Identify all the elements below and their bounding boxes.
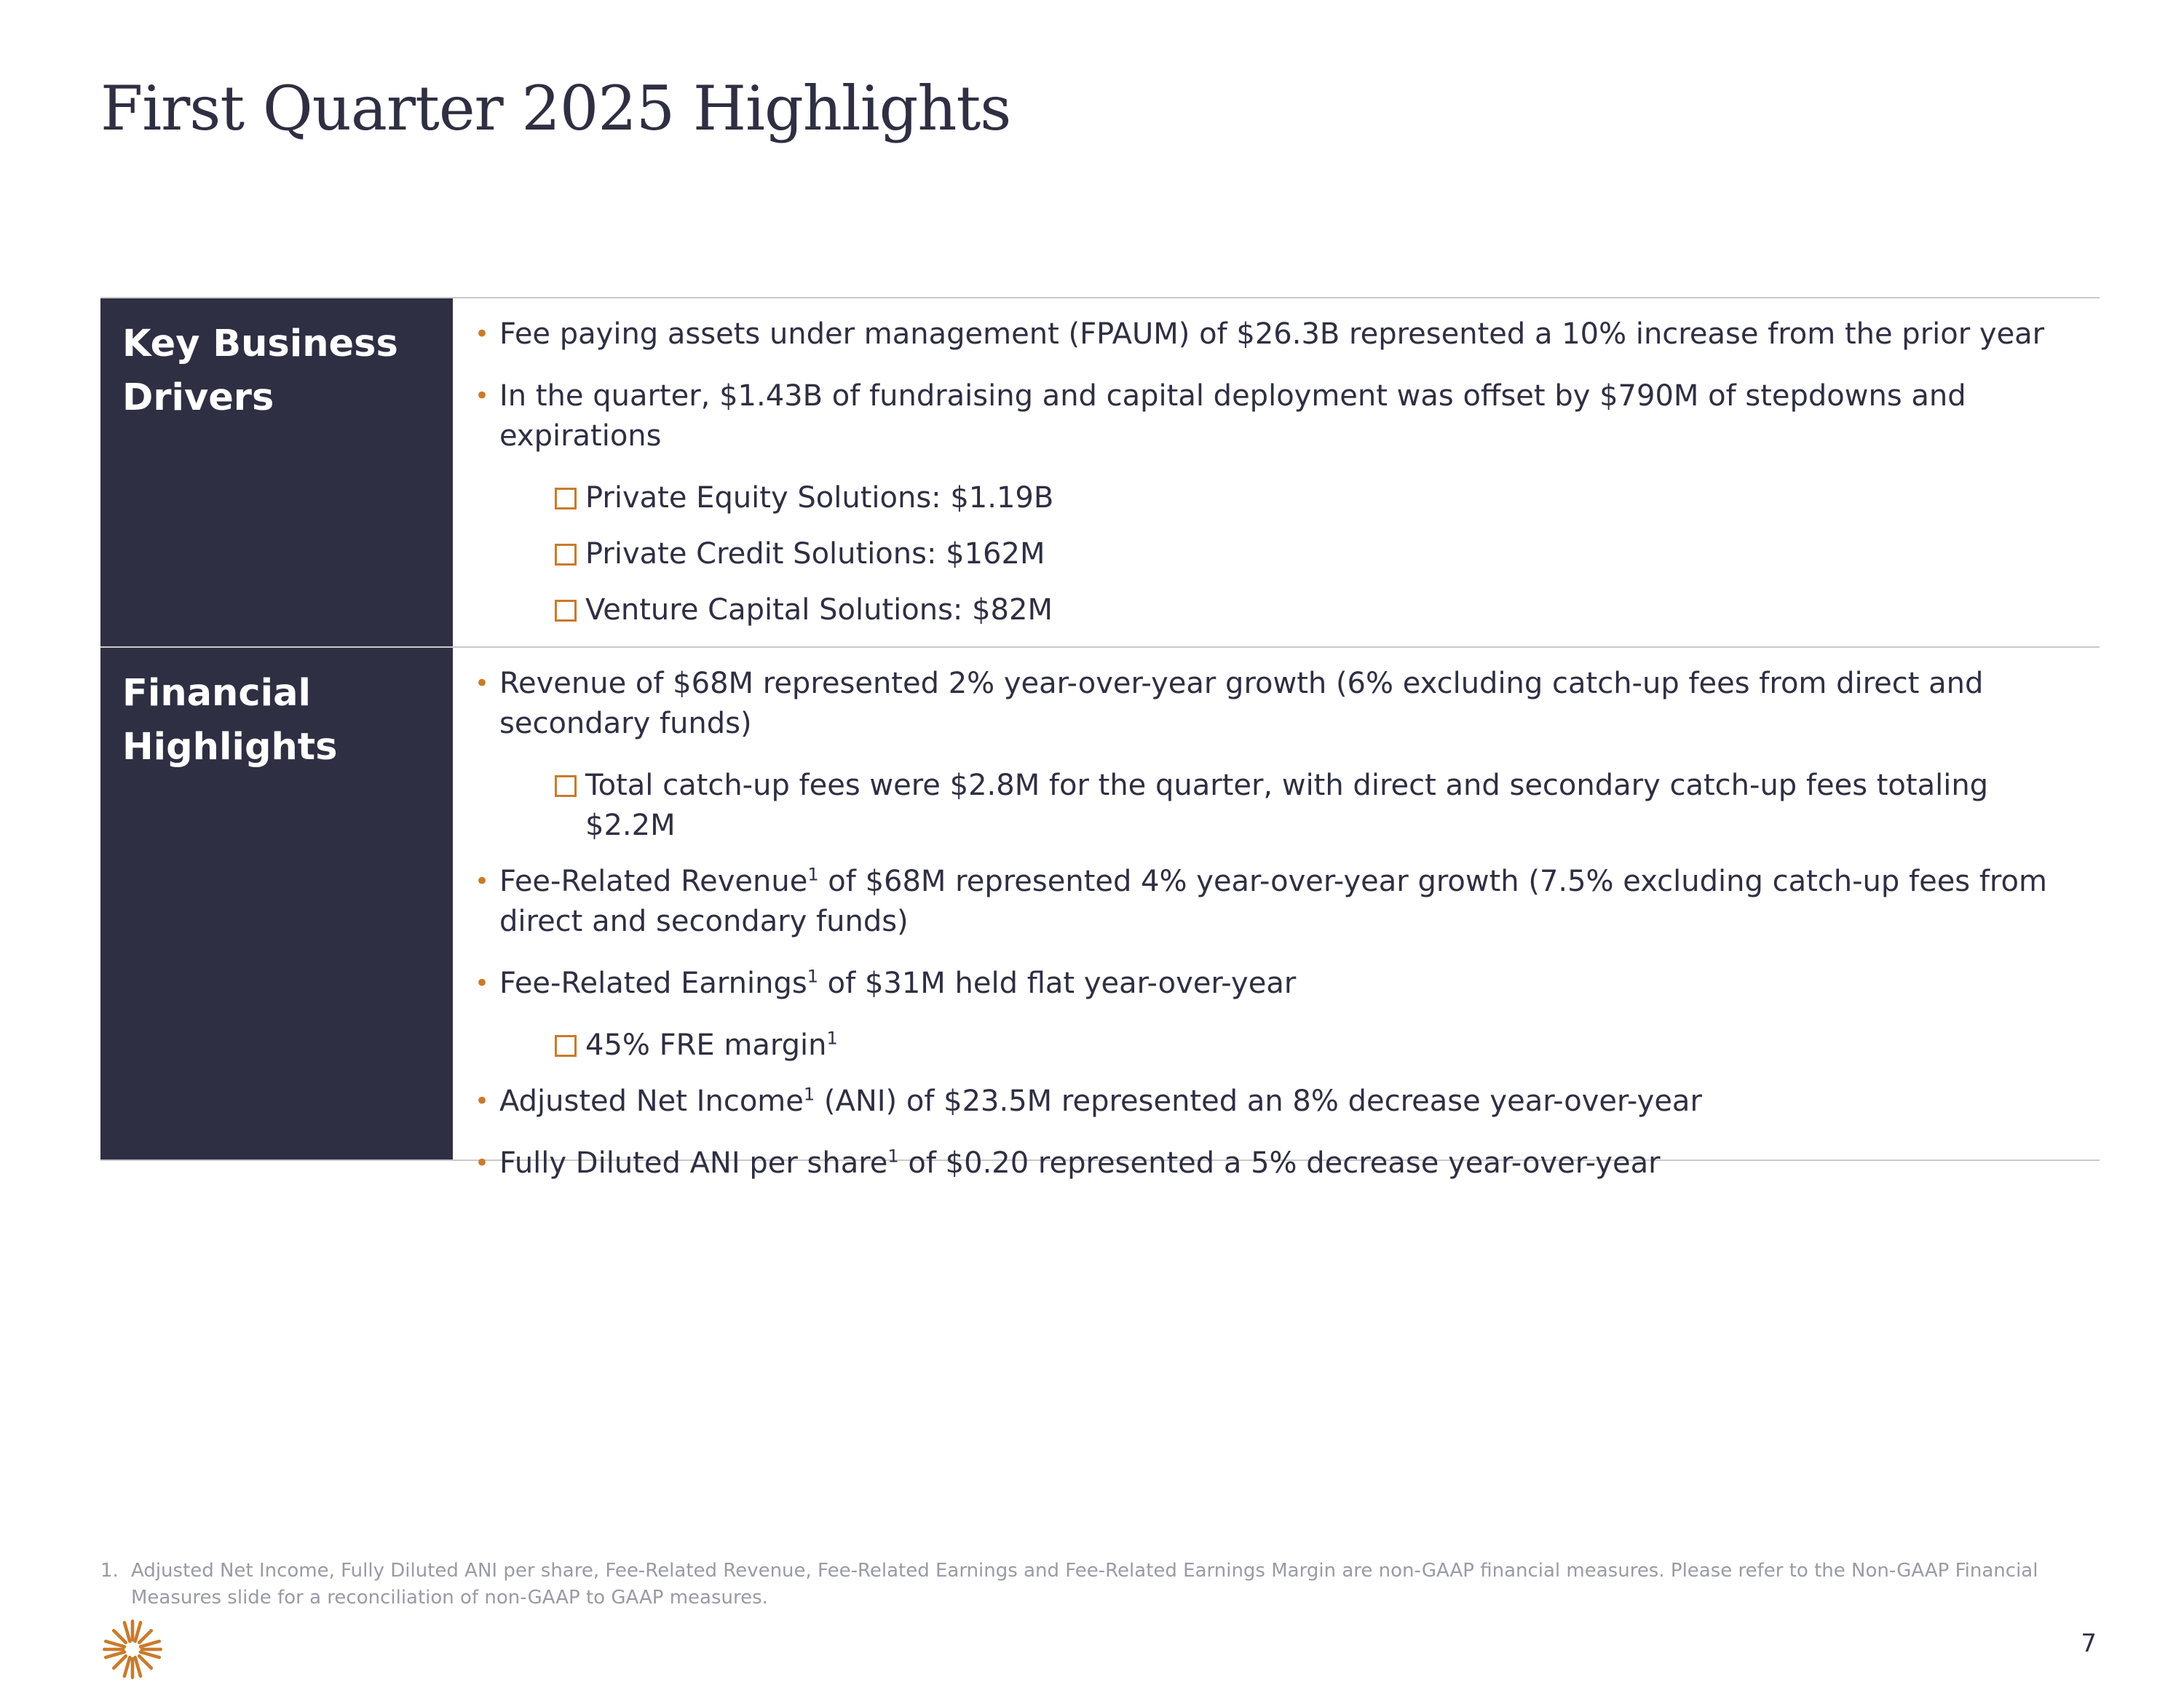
footnote-number: 1.	[100, 1560, 119, 1582]
square-bullet-icon	[555, 775, 577, 797]
square-bullet-icon	[555, 1035, 577, 1057]
list-item: • Fully Diluted ANI per share$^1$ of $0.20 represented a 5% decrease year-over-year	[499, 1143, 2085, 1184]
footnote-text: Adjusted Net Income, Fully Diluted ANI per share, Fee-Related Revenue, Fee-Related Earnings and Fee-Related Earnings Margin are non-GAAP financial measures. Please refer to the Non-GAAP Financial Measures slide for a reconciliation of non-GAAP to GAAP measures.	[131, 1560, 2038, 1609]
footnote-marker: 1	[807, 864, 819, 885]
sub-list-item: Total catch-up fees were $2.8M for the quarter, with direct and secondary catch-up fees totaling $2.2M	[553, 766, 2085, 846]
sub-list-item: Private Credit Solutions: $162M	[553, 534, 2085, 574]
list-item: • In the quarter, $1.43B of fundraising and capital deployment was offset by $790M of stepdowns and expirations	[499, 376, 2085, 456]
square-bullet-icon	[555, 488, 577, 510]
section-content	[453, 298, 2100, 646]
list-item: • Adjusted Net Income$^1$ (ANI) of $23.5M represented an 8% decrease year-over-year	[499, 1082, 2085, 1122]
section-content	[453, 648, 2100, 1180]
square-bullet-icon	[555, 600, 577, 622]
key-business-drivers-row	[100, 297, 2100, 646]
section-header	[100, 648, 453, 1159]
list-item: • Fee-Related Revenue$^1$ of $68M represented 4% year-over-year growth (7.5% excluding catch-up fees from direct and secondary funds)	[499, 862, 2085, 942]
list-item: • Fee paying assets under management (FPAUM) of $26.3B represented a 10% increase from the prior year	[499, 314, 2085, 354]
list-item: • Fee-Related Earnings$^1$ of $31M held flat year-over-year	[499, 964, 2085, 1004]
bullet-dot-icon: •	[475, 320, 490, 349]
sub-list-item: Private Equity Solutions: $1.19B	[553, 478, 2085, 518]
footnote-marker: 1	[826, 1028, 838, 1049]
sub-list-item: 45% FRE margin$^1$	[553, 1026, 2085, 1066]
starburst-logo-icon	[99, 1616, 166, 1683]
bullet-dot-icon: •	[475, 1149, 490, 1178]
highlights-table	[100, 297, 2100, 1180]
sub-list-item: Venture Capital Solutions: $82M	[553, 590, 2085, 630]
bullet-dot-icon: •	[475, 1087, 490, 1116]
footnote	[100, 1558, 2102, 1611]
section-header	[100, 298, 453, 646]
footnote-marker: 1	[887, 1146, 899, 1167]
section-heading: Financial Highlights	[122, 672, 338, 769]
square-bullet-icon	[555, 544, 577, 566]
bullet-dot-icon: •	[475, 381, 490, 411]
section-heading: Key Business Drivers	[122, 322, 398, 419]
page-number: 7	[2081, 1629, 2097, 1658]
list-item: • Revenue of $68M represented 2% year-over-year growth (6% excluding catch-up fees from direct and secondary funds)	[499, 664, 2085, 744]
bullet-dot-icon: •	[475, 867, 490, 896]
financial-highlights-row	[100, 646, 2100, 1180]
bullet-dot-icon: •	[475, 969, 490, 998]
bullet-dot-icon: •	[475, 669, 490, 698]
page-title: First Quarter 2025 Highlights	[100, 73, 1011, 144]
footnote-marker: 1	[807, 966, 818, 987]
footnote-marker: 1	[803, 1084, 815, 1105]
